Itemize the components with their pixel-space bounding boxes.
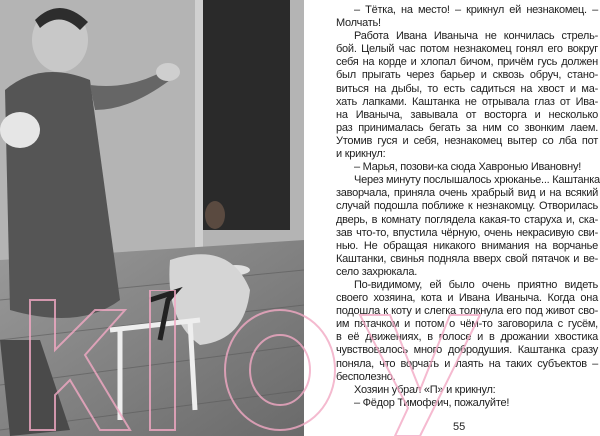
text-line: на Иваныча, завывала от восторга и несколько (336, 108, 598, 121)
text-line: – Фёдор Тимофеич, пожалуйте! (354, 396, 510, 409)
text-line: Работа Ивана Иваныча не кончилась стрель- (354, 30, 598, 43)
text-line: Молчать! (336, 17, 381, 30)
text-line: нью. Не обращая никакого внимания на ворчанье (336, 239, 598, 252)
text-line: Хозяин убрал «П» и крикнул: (354, 383, 496, 396)
text-line: своего хозяина, кота и Ивана Иваныча. Когда она (336, 292, 598, 305)
text-line: заворчала, приняла очень храбрый вид и на всякий (336, 187, 598, 200)
text-line: чувствовалось много добродушия. Каштанка сразу (336, 344, 598, 357)
text-line: в её движениях, в голосе и в дрожании хвостика (336, 331, 598, 344)
text-line: виться на дыбы, то есть садиться на хвост и ма- (336, 82, 598, 95)
text-line: был прыгать через барьер и сквозь обруч, стано- (336, 69, 598, 82)
text-line: зав что-то, впустила чёрную, очень некрасивую сви- (336, 226, 598, 239)
text-line: поняла, что ворчать и лаять на таких субъектов – (336, 357, 598, 370)
text-line: хать лапками. Каштанка не отрывала глаз от Ива- (336, 95, 598, 108)
text-line: бой. Целый час потом незнакомец гонял его вокруг (336, 43, 598, 56)
text-line: и крикнул: (336, 148, 386, 161)
text-line: себя на корде и хлопал бичом, причём гусь должен (336, 56, 598, 69)
text-line: По-видимому, ей было очень приятно видеть (354, 278, 598, 291)
text-line: дверь, в комнату поглядела какая-то старуха и, ска- (336, 213, 598, 226)
text-line: бесполезно. (336, 370, 396, 383)
text-line: Утомив гуся и себя, незнакомец вытер со лба пот (336, 134, 598, 147)
text-line: случай подошла поближе к незнакомцу. Отворилась (336, 200, 598, 213)
dog (205, 201, 225, 229)
page-number: 55 (453, 421, 466, 433)
cat (0, 112, 40, 148)
text-line: подошла к коту и слегка толкнула его под живот сво- (336, 305, 598, 318)
doorway (195, 0, 290, 230)
page-text (336, 4, 598, 410)
text-line: – Тётка, на место! – крикнул ей незнакомец. – (354, 4, 598, 16)
text-line: – Марья, позови-ка сюда Хавронью Ивановну! (354, 161, 582, 174)
text-line: Через минуту послышалось хрюканье... Каштанка (354, 174, 600, 187)
text-line: село захрюкала. (336, 265, 418, 278)
text-line: им пятачком и потом о чём-то заговорила с гусём, (336, 318, 598, 331)
text-line: Каштанки, свинья подняла вверх свой пятачок и ве- (336, 252, 598, 265)
text-line: раз принималась бегать за ним со звонким лаем. (336, 121, 598, 134)
